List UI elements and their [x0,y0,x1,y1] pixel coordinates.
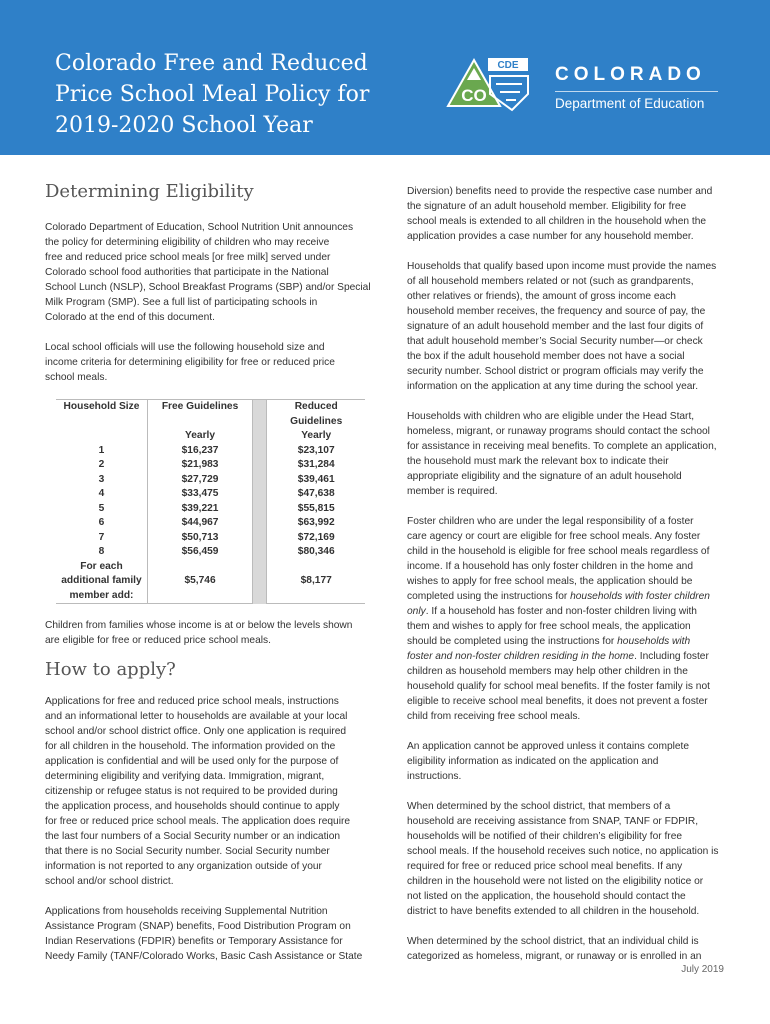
paragraph: Households with children who are eligible under the Head Start, homeless, migrant, or runaway programs should contact the school for assistance in receiving meal benefits. To complete an application, the household must mark the relevant box to indicate their appropriate eligibility and the signature of an adult household member is required. [407,411,717,497]
paragraph: Colorado Department of Education, School Nutrition Unit announces the policy for determining eligibility of children who may receive free and reduced price school meals [or free milk] served under Colorado school food authorities that participate in the National School Lunch (NSLP), School Breakfast Programs (SBP) and/or Special Milk Program (SMP). See a full list of participating schools in Colorado at the end of this document. [45,222,371,323]
table-subheader-row [56,429,365,444]
org-dept: Department of Education [555,96,705,111]
col-header-free: Free Guidelines [147,400,252,430]
subheader-yearly: Yearly [147,429,252,444]
org-wordmark [555,64,718,111]
table-row: 7 $50,713 $72,169 [56,531,365,546]
paragraph: Children from families whose income is at or below the levels shown are eligible for free or reduced price school meals. [45,620,353,646]
table-row: 8 $56,459 $80,346 [56,545,365,560]
title-line: Colorado Free and Reduced [55,51,368,76]
paragraph: Households that qualify based upon income must provide the names of all household members related or not (such as grandparents, other relatives or friends), the amount of gross income each household member receives, the frequency and source of pay, the signature of an adult household member and the last four digits of that adult household member’s Social Security number—or check the box if the adult household member does not have a social security number. School district or program officials may verify the information on the application at any time during the school year. [407,261,717,392]
table-header-row [56,400,365,430]
eligibility-table [56,399,365,604]
title-line: Price School Meal Policy for [55,82,370,107]
right-column [407,184,727,964]
paragraph: Diversion) benefits need to provide the respective case number and the signature of an adult household member. Eligibility for free school meals is extended to all children in the household when the application provides a case number for any household member. [407,186,713,242]
paragraph: Applications from households receiving Supplemental Nutrition Assistance Program (SNAP) benefits, Food Distribution Program on Indian Reservations (FDPIR) benefits or Temporary Assistance for Needy Family (TANF/Colorado Works, Basic Cash Assistance or State [45,906,363,962]
col-header-household-size: Household Size [56,400,147,430]
title-line: 2019-2020 School Year [55,113,313,138]
paragraph: An application cannot be approved unless it contains complete eligibility information as indicated on the application and instructions. [407,741,690,782]
paragraph: When determined by the school district, that members of a household are receiving assistance from SNAP, TANF or FDPIR, households will be notified of their children’s eligibility for free school meals. If the household receives such notice, no application is required for free or reduced price school meal benefits. If any children in the household were not listed on the eligibility notice or not listed on the application, the household should contact the district to have benefits extended to all children in the household. [407,801,719,917]
subheader-yearly: Yearly [301,430,332,441]
paragraph: When determined by the school district, that an individual child is categorized as homeless, migrant, or runaway or is enrolled in an [407,936,702,962]
document-title [55,48,385,141]
additional-free: $5,746 [147,560,252,604]
paragraph: Local school officials will use the following household size and income criteria for determining eligibility for free or reduced price school meals. [45,342,335,383]
additional-member-label: For each additional family member add: [56,560,147,604]
table-row-additional [56,560,365,604]
org-divider [555,91,718,92]
additional-reduced: $8,177 [267,560,365,604]
table-spacer [253,400,267,604]
org-name: COLORADO [555,64,706,85]
section-heading: Determining Eligibility [45,181,254,202]
table-row: 2 $21,983 $31,284 [56,458,365,473]
table-row: 1 $16,237 $23,107 [56,444,365,459]
header-band [0,0,770,155]
left-column [45,180,371,964]
col-header-reduced: Reduced Guidelines [267,400,365,430]
table-row: 5 $39,221 $55,815 [56,502,365,517]
footer-date: July 2019 [681,964,724,975]
paragraph: Foster children who are under the legal responsibility of a foster care agency or court are eligible for free school meals. Any foster child in the household is eligible for free school meals regardless of income. If a household has only foster children in the home and wishes to apply for free school meals, the application should be completed using the instructions for households with foster children only. If a household has foster and non-foster children living with them and wishes to apply for free school meals, the application should be completed using the instructions for households with foster and non-foster children residing in the home. Including foster children as household members may help other children in the household qualify for school meal benefits. If the foster family is not eligible to receive school meal benefits, it does not prevent a foster child from receiving free school meals. [407,516,710,722]
paragraph: Applications for free and reduced price school meals, instructions and an informational letter to households are available at your local school and/or school district office. Only one application is required for all children in the household. The information provided on the application is confidential and will be used only for the purpose of determining eligibility and verifying data. Immigration, migrant, citizenship or refugee status is not required to be provided during the application process, and households should continue to apply for free or reduced price school meals. The application does require the last four numbers of a Social Security number or an indication that there is no Social Security number. Social Security number information is not reported to any organization outside of your school and/or school district. [45,696,351,887]
cde-logo-icon [444,54,540,114]
table-row: 6 $44,967 $63,992 [56,516,365,531]
table-row: 3 $27,729 $39,461 [56,473,365,488]
table-row: 4 $33,475 $47,638 [56,487,365,502]
logo-badge: CDE [497,60,519,71]
section-heading: How to apply? [45,659,176,680]
logo-mark: CO [461,86,487,105]
